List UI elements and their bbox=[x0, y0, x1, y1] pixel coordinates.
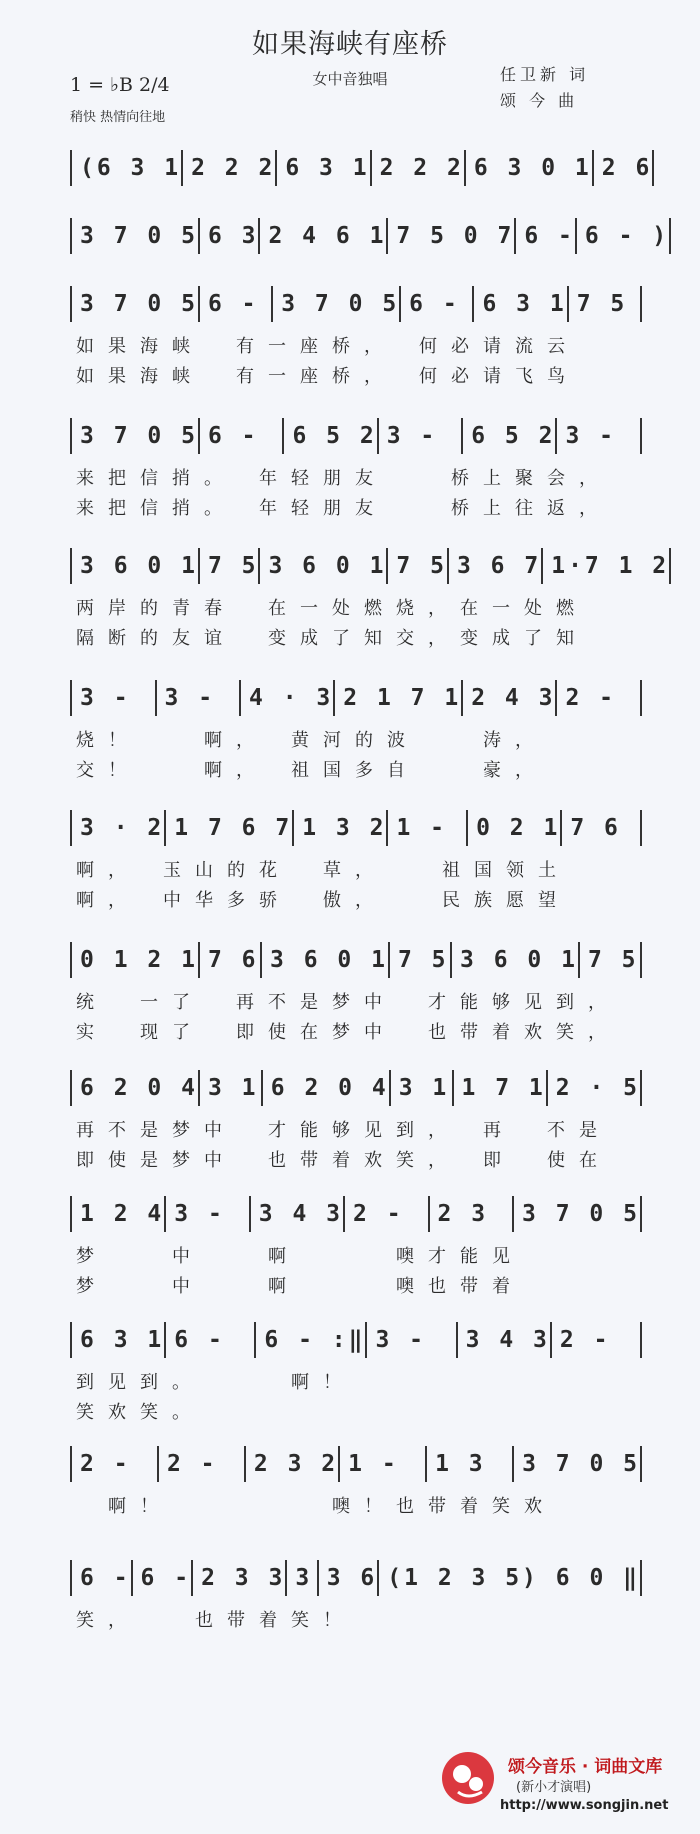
notation-line bbox=[70, 1196, 642, 1232]
measure: 1 - bbox=[340, 1446, 427, 1482]
measure: 3 6 7 bbox=[449, 548, 543, 584]
lyric-text: 笑， 也带着笑！ bbox=[76, 1610, 355, 1631]
measure: 6 - bbox=[133, 1560, 194, 1596]
measure: 3 7 0 5 bbox=[72, 286, 200, 322]
notation-line bbox=[70, 1322, 642, 1358]
measure: 2 1 7 1 bbox=[335, 680, 463, 716]
measure: 6 - ) bbox=[577, 218, 671, 254]
measure: 3 bbox=[287, 1560, 318, 1596]
measure: 2 · 5 bbox=[548, 1070, 642, 1106]
measure: 3 7 0 5 bbox=[72, 218, 200, 254]
measure: 1 - bbox=[388, 810, 468, 846]
score-system bbox=[70, 150, 653, 186]
measure: 2 2 2 bbox=[372, 150, 466, 186]
measure: 6 - bbox=[401, 286, 474, 322]
measure: 6 - bbox=[166, 1322, 256, 1358]
measure: 3 7 0 5 bbox=[72, 418, 200, 454]
measure: 7 5 bbox=[580, 942, 642, 978]
measure: 6 3 1 bbox=[474, 286, 568, 322]
lyric-text: 来把信捎。 年轻朋友 桥上往返， bbox=[76, 498, 611, 519]
measure: 2 3 bbox=[430, 1196, 515, 1232]
lyric-line bbox=[70, 1018, 642, 1046]
measure: 3 - bbox=[157, 680, 242, 716]
tempo-marking: 稍快 热情向往地 bbox=[70, 110, 166, 125]
lyric-line bbox=[70, 756, 642, 784]
notation-line bbox=[70, 150, 653, 186]
lyric-text: 如果海峡 有一座桥， 何必请飞鸟 bbox=[76, 366, 579, 387]
lyric-text: 两岸的青春 在一处燃烧，在一处燃 bbox=[76, 598, 588, 619]
measure: 2 - bbox=[72, 1446, 159, 1482]
measure: 2 - bbox=[159, 1446, 246, 1482]
lyric-text: 笑欢笑。 bbox=[76, 1402, 204, 1423]
measure: 2 3 3 bbox=[193, 1560, 287, 1596]
measure: 2 - bbox=[557, 680, 642, 716]
score-system bbox=[70, 548, 670, 652]
notation-line bbox=[70, 680, 642, 716]
lyric-text: 啊， 玉山的花 草， 祖国领土 bbox=[76, 860, 570, 881]
lyric-text: 即使是梦中 也带着欢笑， 即 使在 bbox=[76, 1150, 611, 1171]
lyric-line bbox=[70, 332, 642, 360]
lyric-text: 再不是梦中 才能够见到， 再 不是 bbox=[76, 1120, 611, 1141]
lyric-text: 到见到。 啊！ bbox=[76, 1372, 355, 1393]
brand-name: 颂今音乐 · 词曲文库 bbox=[508, 1757, 663, 1777]
measure: 3 7 0 5 bbox=[273, 286, 401, 322]
lyric-text: 啊！ 噢！也带着笑欢 bbox=[76, 1496, 556, 1517]
measure: 3 4 3 bbox=[458, 1322, 552, 1358]
lyric-line bbox=[70, 988, 642, 1016]
notation-line bbox=[70, 218, 670, 254]
measure: 2 4 6 1 bbox=[260, 218, 388, 254]
measure: 2 3 2 bbox=[246, 1446, 340, 1482]
lyric-text: 隔断的友谊 变成了知交，变成了知 bbox=[76, 628, 588, 649]
measure: 3 7 0 5 bbox=[514, 1446, 642, 1482]
measure: 1 3 2 bbox=[294, 810, 388, 846]
measure: 3 7 0 5 bbox=[514, 1196, 642, 1232]
measure: 3 · 2 bbox=[72, 810, 166, 846]
measure: 6 2 0 4 bbox=[72, 1070, 200, 1106]
measure: 6 3 1 bbox=[277, 150, 371, 186]
score-system bbox=[70, 942, 642, 1046]
measure: 0 2 1 bbox=[468, 810, 562, 846]
lyric-text: 烧！ 啊， 黄河的波 涛， bbox=[76, 730, 547, 751]
measure: 3 6 0 1 bbox=[72, 548, 200, 584]
lyric-text: 实 现了 即使在梦中 也带着欢笑， bbox=[76, 1022, 620, 1043]
notation-line bbox=[70, 810, 642, 846]
measure: 1 2 4 bbox=[72, 1196, 166, 1232]
score-system bbox=[70, 680, 642, 784]
measure: 1 7 6 7 bbox=[166, 810, 294, 846]
measure: 0 1 2 1 bbox=[72, 942, 200, 978]
notation-line bbox=[70, 1070, 642, 1106]
lyric-line bbox=[70, 494, 642, 522]
lyric-text: 来把信捎。 年轻朋友 桥上聚会， bbox=[76, 468, 611, 489]
measure: 3 - bbox=[379, 418, 464, 454]
logo-icon bbox=[438, 1748, 498, 1808]
measure: 7 5 bbox=[200, 548, 261, 584]
score-system bbox=[70, 1070, 642, 1174]
website-link[interactable]: http://www.songjin.net bbox=[500, 1798, 669, 1813]
lyric-text: 啊， 中华多骄 傲， 民族愿望 bbox=[76, 890, 570, 911]
measure: 6 5 2 bbox=[284, 418, 378, 454]
score-system bbox=[70, 810, 642, 914]
lyric-line bbox=[70, 886, 642, 914]
measure: 6 - :‖ bbox=[256, 1322, 367, 1358]
notation-line bbox=[70, 418, 642, 454]
lyric-line bbox=[70, 1492, 642, 1520]
lyric-line bbox=[70, 1242, 642, 1270]
key-signature: 1 = ♭B 2/4 bbox=[70, 74, 170, 96]
lyric-line bbox=[70, 726, 642, 754]
lyric-text: 如果海峡 有一座桥， 何必请流云 bbox=[76, 336, 579, 357]
song-title: 如果海峡有座桥 bbox=[252, 29, 448, 60]
measure: 6 - bbox=[516, 218, 577, 254]
lyricist-credit: 任卫新 词 bbox=[500, 65, 590, 84]
measure: 6 - bbox=[72, 1560, 133, 1596]
lyric-line bbox=[70, 1606, 642, 1634]
measure: 1·7 1 2 bbox=[543, 548, 671, 584]
score-system bbox=[70, 1446, 642, 1520]
measure: 3 - bbox=[367, 1322, 457, 1358]
measure: 1 3 bbox=[427, 1446, 514, 1482]
measure: 2 6 bbox=[594, 150, 655, 186]
measure: 2 - bbox=[552, 1322, 642, 1358]
lyric-line bbox=[70, 624, 642, 652]
measure: 2 2 2 bbox=[183, 150, 277, 186]
measure: 3 1 bbox=[200, 1070, 263, 1106]
measure: 7 5 bbox=[569, 286, 642, 322]
measure: 7 6 bbox=[562, 810, 642, 846]
measure: 2 - bbox=[345, 1196, 430, 1232]
measure: 3 1 bbox=[391, 1070, 454, 1106]
measure: 3 6 0 1 bbox=[452, 942, 580, 978]
measure: 6 3 0 1 bbox=[466, 150, 594, 186]
singer-note: (新小才演唱) bbox=[516, 1780, 592, 1795]
measure: 7 5 bbox=[390, 942, 452, 978]
measure: 3 6 0 1 bbox=[260, 548, 388, 584]
score-system bbox=[70, 286, 642, 390]
lyric-text: 交！ 啊， 祖国多自 豪， bbox=[76, 760, 547, 781]
measure: 3 4 3 bbox=[251, 1196, 345, 1232]
lyric-line bbox=[70, 1146, 642, 1174]
notation-line bbox=[70, 1446, 642, 1482]
measure: 2 4 3 bbox=[463, 680, 557, 716]
measure: 1 7 1 bbox=[454, 1070, 548, 1106]
score-system bbox=[70, 418, 642, 522]
lyric-line bbox=[70, 856, 642, 884]
lyric-line bbox=[70, 594, 642, 622]
notation-line bbox=[70, 548, 670, 584]
composer-credit: 颂 今 曲 bbox=[500, 91, 579, 110]
measure: 3 - bbox=[166, 1196, 251, 1232]
lyric-line bbox=[70, 362, 642, 390]
measure: 7 5 bbox=[388, 548, 449, 584]
measure: 6 5 2 bbox=[463, 418, 557, 454]
measure: 3 6 bbox=[319, 1560, 380, 1596]
notation-line bbox=[70, 1560, 642, 1596]
performance-type: 女中音独唱 bbox=[312, 70, 388, 88]
lyric-line bbox=[70, 1116, 642, 1144]
lyric-text: 梦 中 啊 噢才能见 bbox=[76, 1246, 524, 1267]
lyric-line bbox=[70, 1398, 642, 1426]
score-system bbox=[70, 1560, 642, 1634]
measure: 6 - bbox=[200, 418, 285, 454]
measure: 7 5 0 7 bbox=[388, 218, 516, 254]
lyric-line bbox=[70, 464, 642, 492]
measure: 7 6 bbox=[200, 942, 262, 978]
measure: (6 3 1 bbox=[72, 150, 183, 186]
notation-line bbox=[70, 286, 642, 322]
score-system bbox=[70, 218, 670, 254]
measure: 6 3 1 bbox=[72, 1322, 166, 1358]
measure: 6 3 bbox=[200, 218, 261, 254]
lyric-text: 统 一了 再不是梦中 才能够见到， bbox=[76, 992, 620, 1013]
score-system bbox=[70, 1196, 642, 1300]
lyric-line bbox=[70, 1272, 642, 1300]
measure: 4 · 3 bbox=[241, 680, 335, 716]
notation-line bbox=[70, 942, 642, 978]
lyric-text: 梦 中 啊 噢也带着 bbox=[76, 1276, 524, 1297]
lyric-line bbox=[70, 1368, 642, 1396]
measure: (1 2 3 5) 6 0 ‖ bbox=[379, 1560, 642, 1596]
measure: 3 - bbox=[72, 680, 157, 716]
score-system bbox=[70, 1322, 642, 1426]
measure: 3 6 0 1 bbox=[262, 942, 390, 978]
measure: 3 - bbox=[557, 418, 642, 454]
measure: 6 - bbox=[200, 286, 273, 322]
measure: 6 2 0 4 bbox=[263, 1070, 391, 1106]
